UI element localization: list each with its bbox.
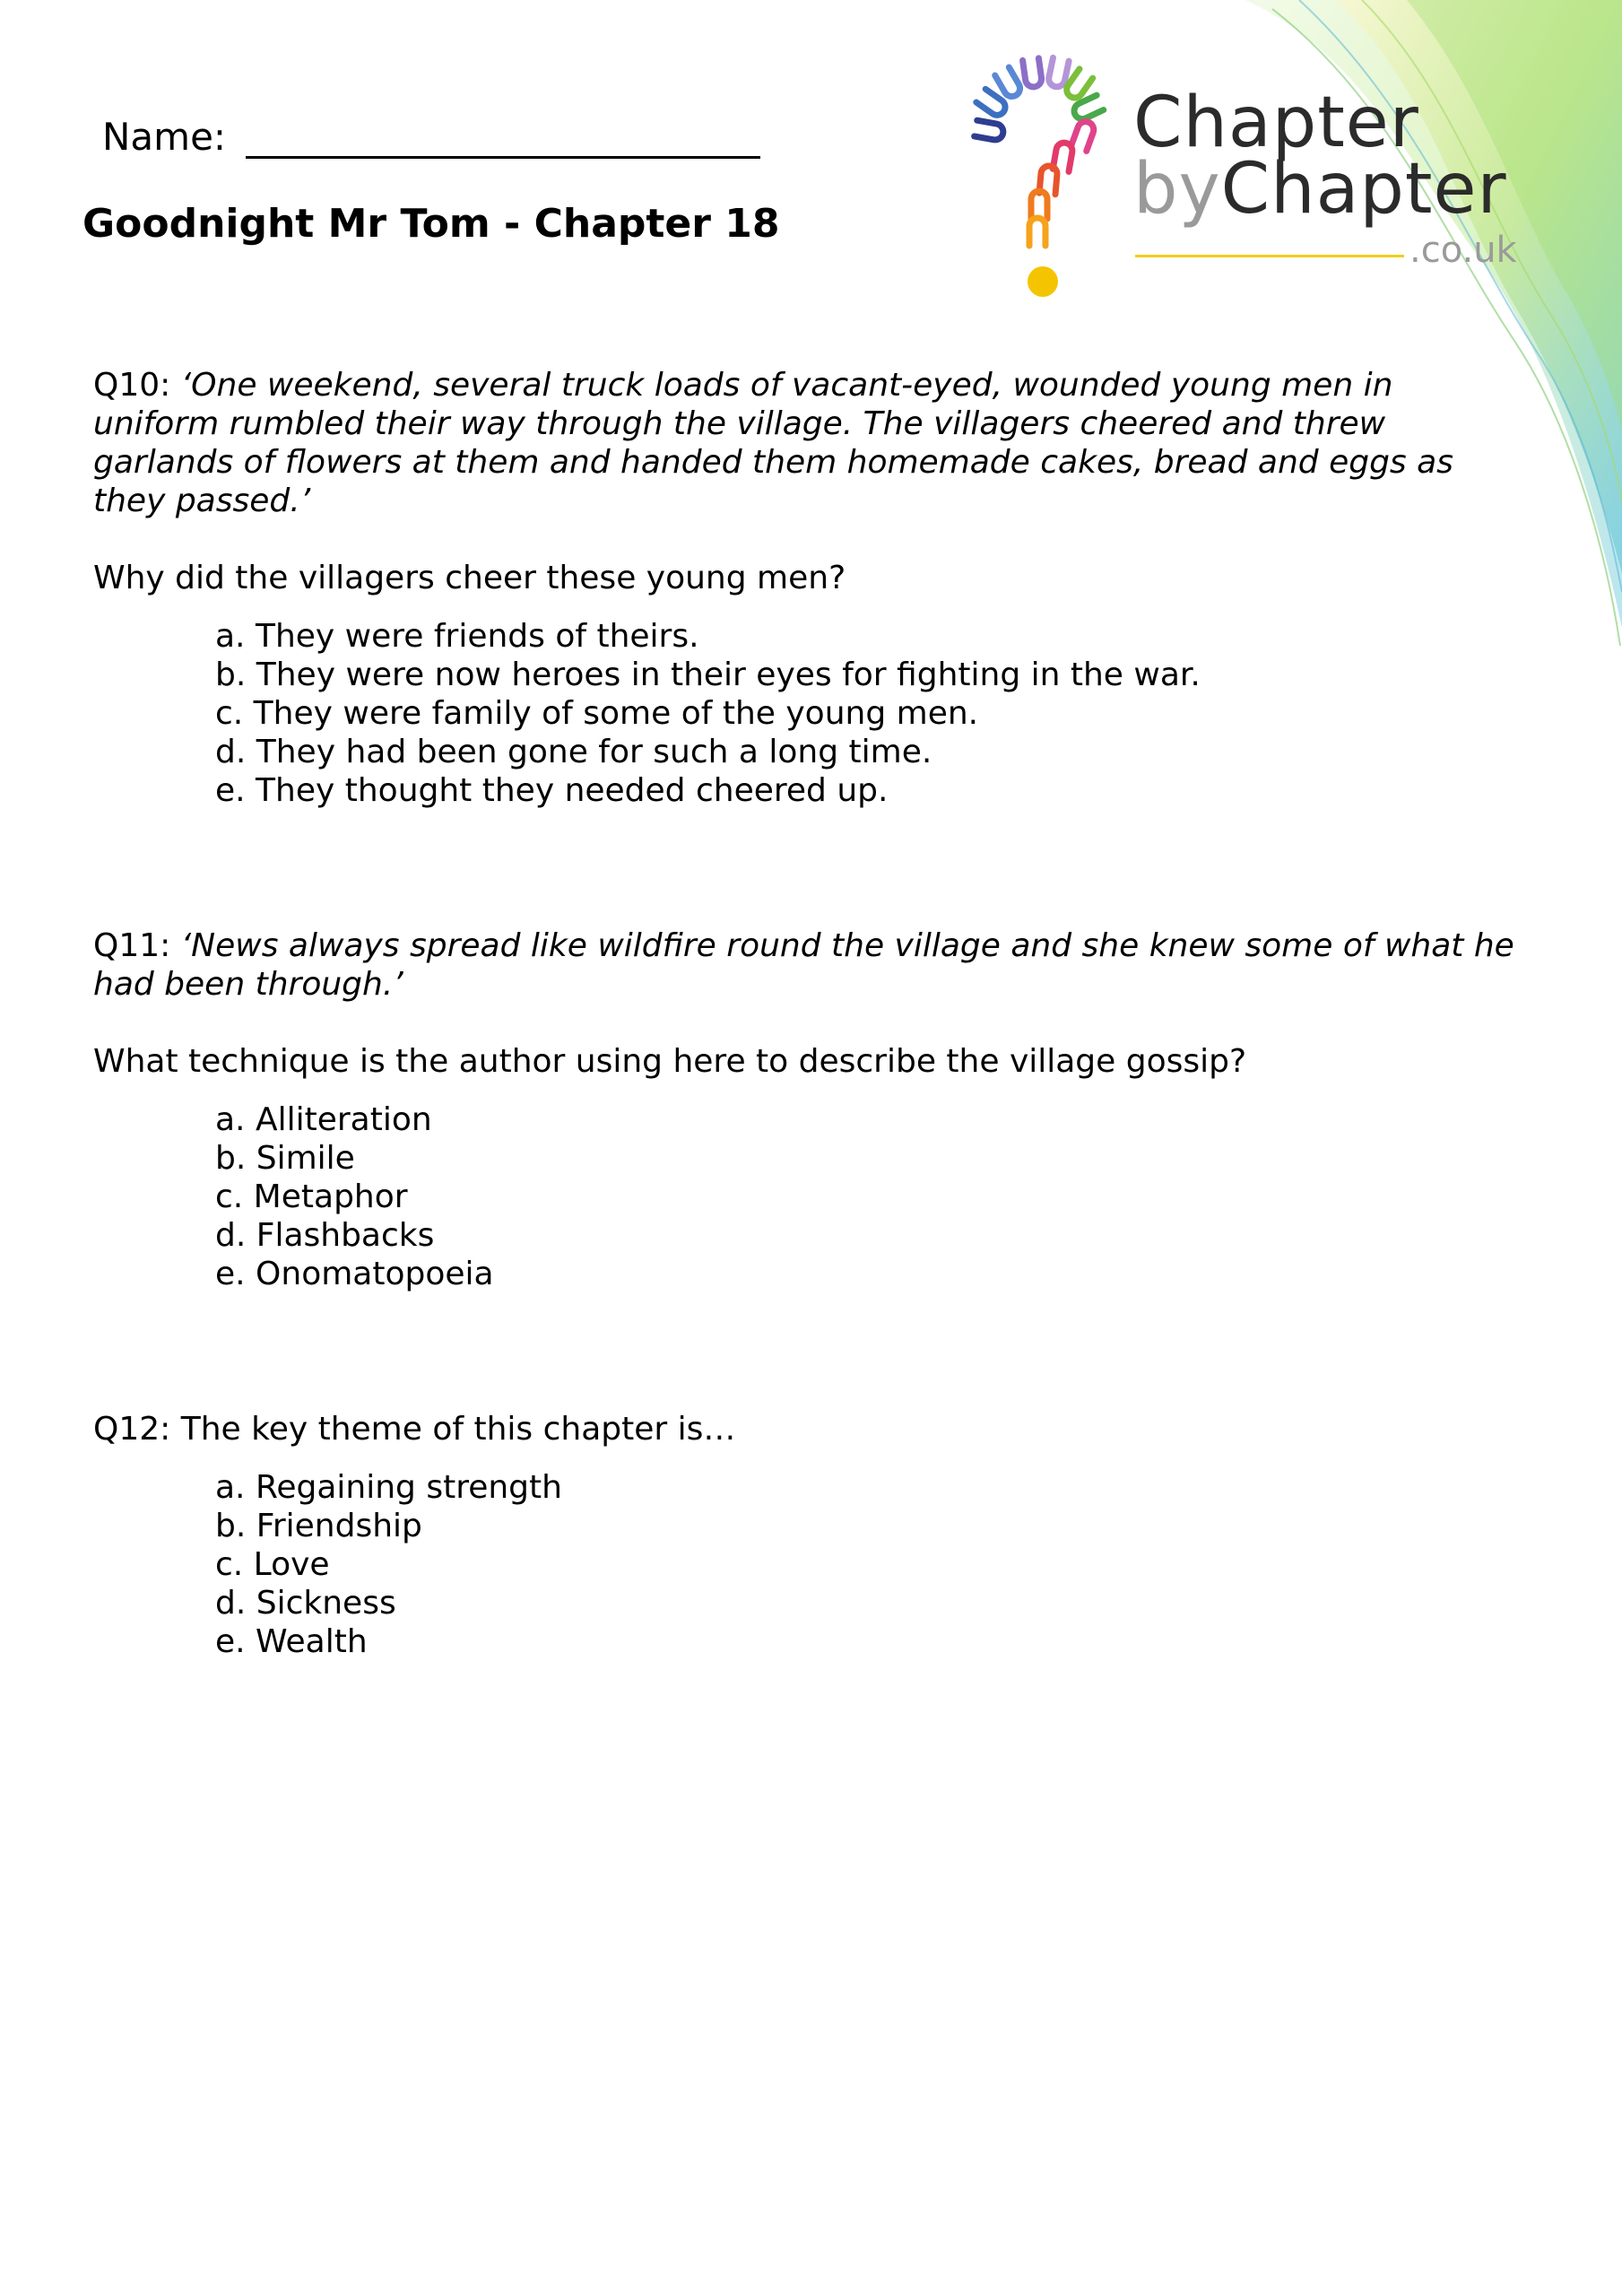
questions-section — [93, 366, 1528, 1661]
answer-option: d. Sickness — [215, 1585, 396, 1622]
question-body: The key theme of this chapter is… — [180, 1411, 736, 1448]
name-label: Name: — [102, 115, 227, 159]
question-text — [93, 366, 1528, 520]
logo-underline — [1135, 255, 1404, 257]
answer-option: b. Friendship — [215, 1508, 422, 1544]
answer-options — [215, 1468, 1528, 1661]
question-q11 — [93, 926, 1528, 1293]
answer-option: b. They were now heroes in their eyes for fighting in the war. — [215, 657, 1201, 693]
answer-option: a. Regaining strength — [215, 1469, 562, 1506]
question-quote: ‘One weekend, several truck loads of vacant-eyed, wounded young men in uniform rumbled their way through the village. The villagers cheered and threw garlands of flowers at them and handed them homemade cakes, bread and eggs as they passed.’ — [93, 367, 1453, 519]
chapter-by-chapter-logo — [961, 50, 1535, 319]
answer-option: d. They had been gone for such a long time. — [215, 734, 932, 770]
logo-wordmark — [1133, 83, 1507, 230]
question-prompt: What technique is the author using here to describe the village gossip? — [93, 1043, 1247, 1080]
name-blank-line — [246, 117, 760, 159]
question-quote: ‘News always spread like wildfire round the village and she knew some of what he had been through.’ — [93, 927, 1514, 1003]
logo-line-chapter: Chapter — [1133, 83, 1419, 163]
spacer — [93, 810, 1528, 926]
logo-domain: .co.uk — [1409, 230, 1517, 271]
answer-option: a. Alliteration — [215, 1101, 432, 1138]
logo-line-by-chapter — [1133, 149, 1507, 230]
answer-option: c. Love — [215, 1546, 330, 1583]
question-text — [93, 926, 1528, 1004]
answer-option: e. They thought they needed cheered up. — [215, 772, 889, 809]
question-q12 — [93, 1410, 1528, 1661]
name-field-row — [102, 115, 760, 159]
answer-options — [215, 617, 1528, 810]
logo-chapter-second: Chapter — [1220, 149, 1507, 230]
question-number: Q11: — [93, 927, 171, 964]
question-text — [93, 1410, 1528, 1448]
answer-option: c. Metaphor — [215, 1178, 408, 1215]
page-title: Goodnight Mr Tom - Chapter 18 — [82, 201, 780, 247]
answer-option: c. They were family of some of the young men. — [215, 695, 979, 732]
answer-option: d. Flashbacks — [215, 1217, 435, 1254]
question-number: Q12: — [93, 1411, 171, 1448]
answer-option: e. Wealth — [215, 1623, 368, 1660]
spacer — [93, 1293, 1528, 1410]
answer-option: e. Onomatopoeia — [215, 1256, 494, 1292]
question-prompt: Why did the villagers cheer these young men? — [93, 560, 846, 596]
answer-option: a. They were friends of theirs. — [215, 618, 699, 655]
answer-options — [215, 1100, 1528, 1293]
question-q10 — [93, 366, 1528, 810]
question-number: Q10: — [93, 367, 171, 404]
book-question-mark-icon — [961, 50, 1123, 310]
answer-option: b. Simile — [215, 1140, 355, 1177]
logo-by: by — [1133, 149, 1221, 230]
